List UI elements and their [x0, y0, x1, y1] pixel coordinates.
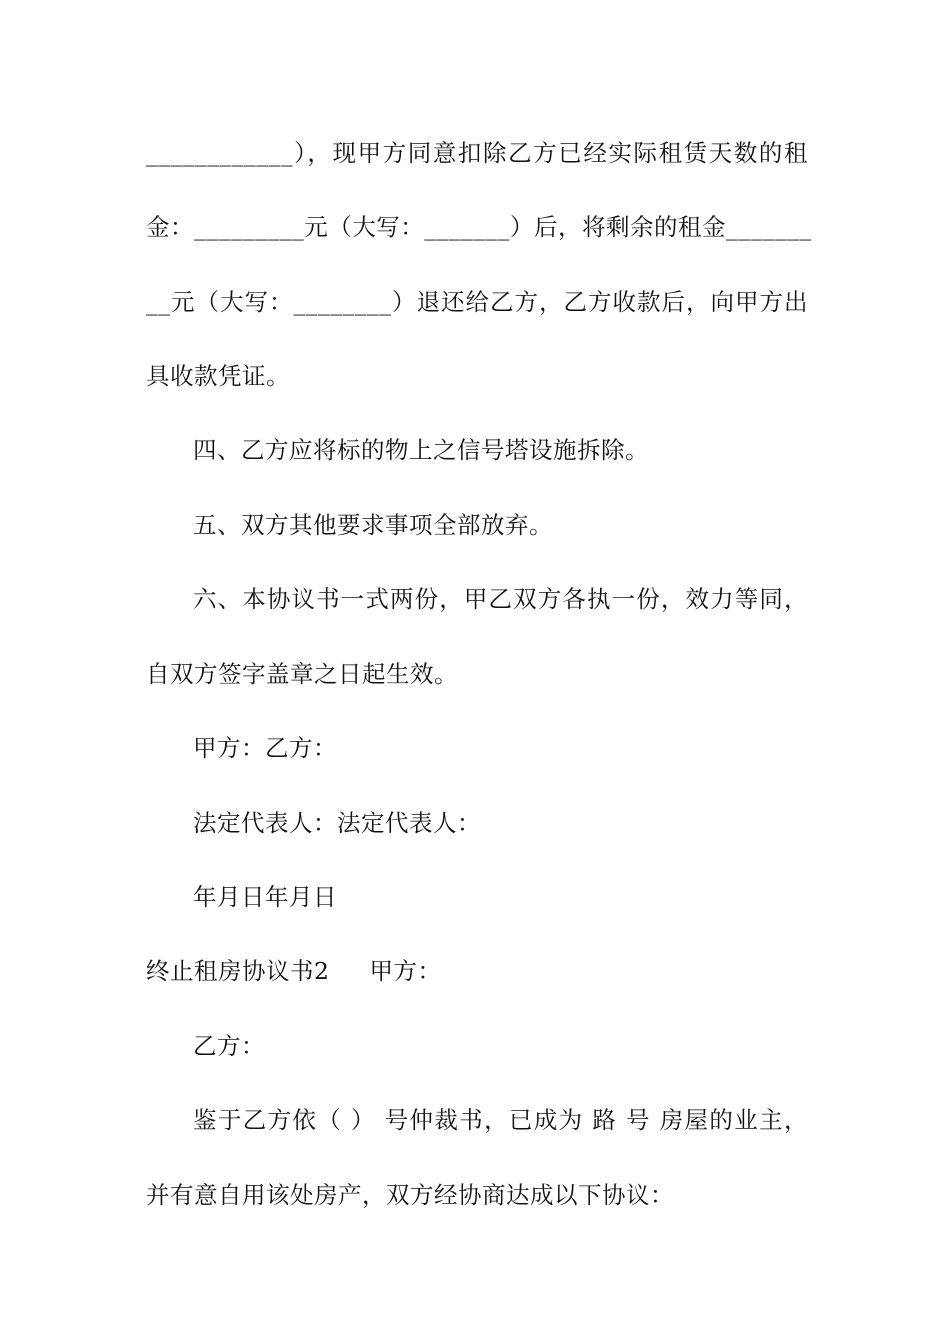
section-title: 终止租房协议书2 — [146, 957, 330, 985]
signature-parties: 甲方：乙方： — [193, 734, 337, 762]
clause-four: 四、乙方应将标的物上之信号塔设施拆除。 — [193, 436, 649, 464]
clause-five: 五、双方其他要求事项全部放弃。 — [193, 511, 553, 539]
signature-representatives: 法定代表人：法定代表人： — [193, 809, 481, 837]
signature-dates: 年月日年月日 — [193, 883, 337, 911]
paragraph-line: __元（大写：________）退还给乙方，乙方收款后，向甲方出 — [146, 288, 808, 316]
section-heading-line — [146, 956, 808, 986]
paragraph-line: 具收款凭证。 — [146, 362, 290, 390]
party-a-label: 甲方： — [369, 957, 442, 985]
recital-line: 并有意自用该处房产，双方经协商达成以下协议： — [146, 1181, 674, 1209]
paragraph-line: 金：_________元（大写：_______）后，将剩余的租金_______ — [146, 213, 812, 241]
party-b-label: 乙方： — [193, 1032, 265, 1060]
clause-six: 六、本协议书一式两份，甲乙双方各执一份，效力等同， — [193, 585, 808, 613]
recital-line: 鉴于乙方依（ ） 号仲裁书，已成为 路 号 房屋的业主， — [193, 1106, 808, 1134]
paragraph-line: ____________），现甲方同意扣除乙方已经实际租赁天数的租 — [146, 139, 808, 167]
paragraph-line: 自双方签字盖章之日起生效。 — [146, 660, 458, 688]
